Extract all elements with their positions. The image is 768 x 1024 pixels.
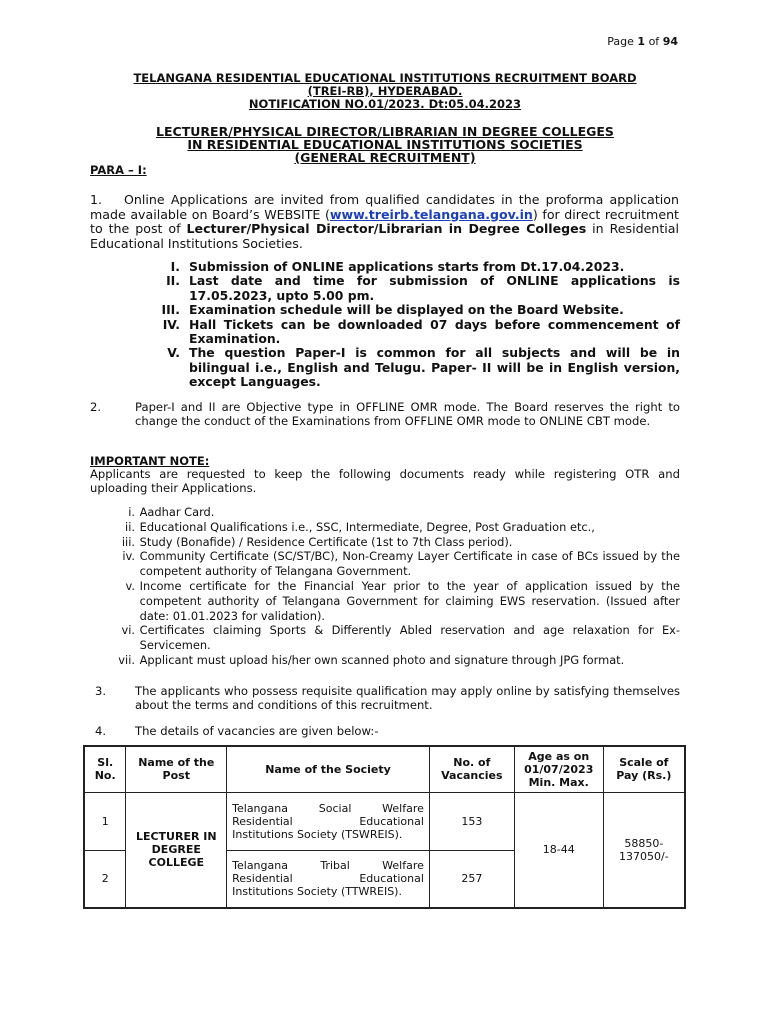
header-age: Age as on 01/07/2023 Min. Max. xyxy=(514,746,603,792)
subheader-line-3: (GENERAL RECRUITMENT) xyxy=(294,150,476,165)
schedule-list xyxy=(130,260,680,390)
list-item: II. Last date and time for submission of ONLINE applications is 17.05.2023, upto 5.00 pm. xyxy=(166,273,680,303)
para-label: PARA – I: xyxy=(90,163,147,177)
vacancies-table xyxy=(83,745,686,909)
cell-society: Telangana Tribal Welfare Residential Educational Institutions Society (TTWREIS). xyxy=(227,850,430,908)
list-item: V. The question Paper-I is common for all subjects and will be in bilingual i.e., English and Telugu. Paper- II will be in English version, except Languages. xyxy=(167,345,680,390)
list-item: i. Aadhar Card. xyxy=(128,505,215,519)
list-item: I. Submission of ONLINE applications starts from Dt.17.04.2023. xyxy=(170,259,625,274)
list-item: IV. Hall Tickets can be downloaded 07 days before commencement of Examination. xyxy=(162,316,680,347)
list-item: ii. Educational Qualifications i.e., SSC, Intermediate, Degree, Post Graduation etc., xyxy=(125,519,595,534)
board-website-link[interactable]: www.treirb.telangana.gov.in xyxy=(329,206,533,222)
header-line-2: (TREI-RB), HYDERABAD. xyxy=(307,84,463,98)
important-note-title: IMPORTANT NOTE: xyxy=(90,454,210,468)
header-pay: Scale of Pay (Rs.) xyxy=(603,746,685,792)
page-number: Page 1 of 94 xyxy=(607,35,678,48)
cell-post: LECTURER IN DEGREE COLLEGE xyxy=(126,792,227,908)
paragraph-3: 3. The applicants who possess requisite qualification may apply online by satisfying themselves about the terms and conditions of this recruitment. xyxy=(95,684,680,713)
list-item: vii. Applicant must upload his/her own scanned photo and signature through JPG format. xyxy=(118,652,625,667)
table-row xyxy=(84,792,685,850)
cell-society: Telangana Social Welfare Residential Educational Institutions Society (TSWREIS). xyxy=(227,792,430,850)
header-line-3: NOTIFICATION NO.01/2023. Dt:05.04.2023 xyxy=(248,97,522,111)
important-note-text: Applicants are requested to keep the following documents ready while registering OTR and uploading their Applications. xyxy=(90,467,680,495)
cell-vacancies: 153 xyxy=(429,792,514,850)
subheader-line-1: LECTURER/PHYSICAL DIRECTOR/LIBRARIAN IN DEGREE COLLEGES xyxy=(156,124,614,139)
header-post: Name of the Post xyxy=(126,746,227,792)
header-society: Name of the Society xyxy=(227,746,430,792)
subheader-line-2: IN RESIDENTIAL EDUCATIONAL INSTITUTIONS SOCIETIES xyxy=(187,137,583,152)
list-item: vi. Certificates claiming Sports & Differently Abled reservation and age relaxation for Ex-Servicemen. xyxy=(121,623,680,653)
list-item: iii. Study (Bonafide) / Residence Certificate (1st to 7th Class period). xyxy=(121,534,513,549)
table-header-row xyxy=(84,746,685,792)
cell-sl: 1 xyxy=(84,792,126,850)
cell-vacancies: 257 xyxy=(429,850,514,908)
list-item: v. Income certificate for the Financial Year prior to the year of application issued by the competent authority of Telangana Government for claiming EWS reservation. (Issued after date: 01.01.2023 for validation). xyxy=(125,578,680,623)
header-sl-no: Sl. No. xyxy=(84,746,126,792)
paragraph-2: 2. Paper-I and II are Objective type in OFFLINE OMR mode. The Board reserves the right to change the conduct of the Examinations from OFFLINE OMR mode to ONLINE CBT mode. xyxy=(90,400,680,428)
board-header xyxy=(90,72,680,111)
cell-pay: 58850-137050/- xyxy=(603,792,685,908)
list-item: iv. Community Certificate (SC/ST/BC), Non-Creamy Layer Certificate in case of BCs issued by the competent authority of Telangana Government. xyxy=(122,549,680,579)
header-vacancies: No. of Vacancies xyxy=(429,746,514,792)
cell-sl: 2 xyxy=(84,850,126,908)
documents-list xyxy=(90,505,680,668)
recruitment-title xyxy=(90,125,680,164)
list-item: III. Examination schedule will be displayed on the Board Website. xyxy=(161,302,624,318)
paragraph-4: 4. The details of vacancies are given below:- xyxy=(95,724,379,738)
header-line-1: TELANGANA RESIDENTIAL EDUCATIONAL INSTITUTIONS RECRUITMENT BOARD xyxy=(133,71,637,85)
cell-age: 18-44 xyxy=(514,792,603,908)
paragraph-1: 1. Online Applications are invited from qualified candidates in the proforma application made available on Board’s WEBSITE (www.treirb.telangana.gov.in) for direct recruitment to the post of Lecturer/Physical Director/Librarian in Degree Colleges in Residential Educational Institutions Societies. xyxy=(90,192,679,251)
